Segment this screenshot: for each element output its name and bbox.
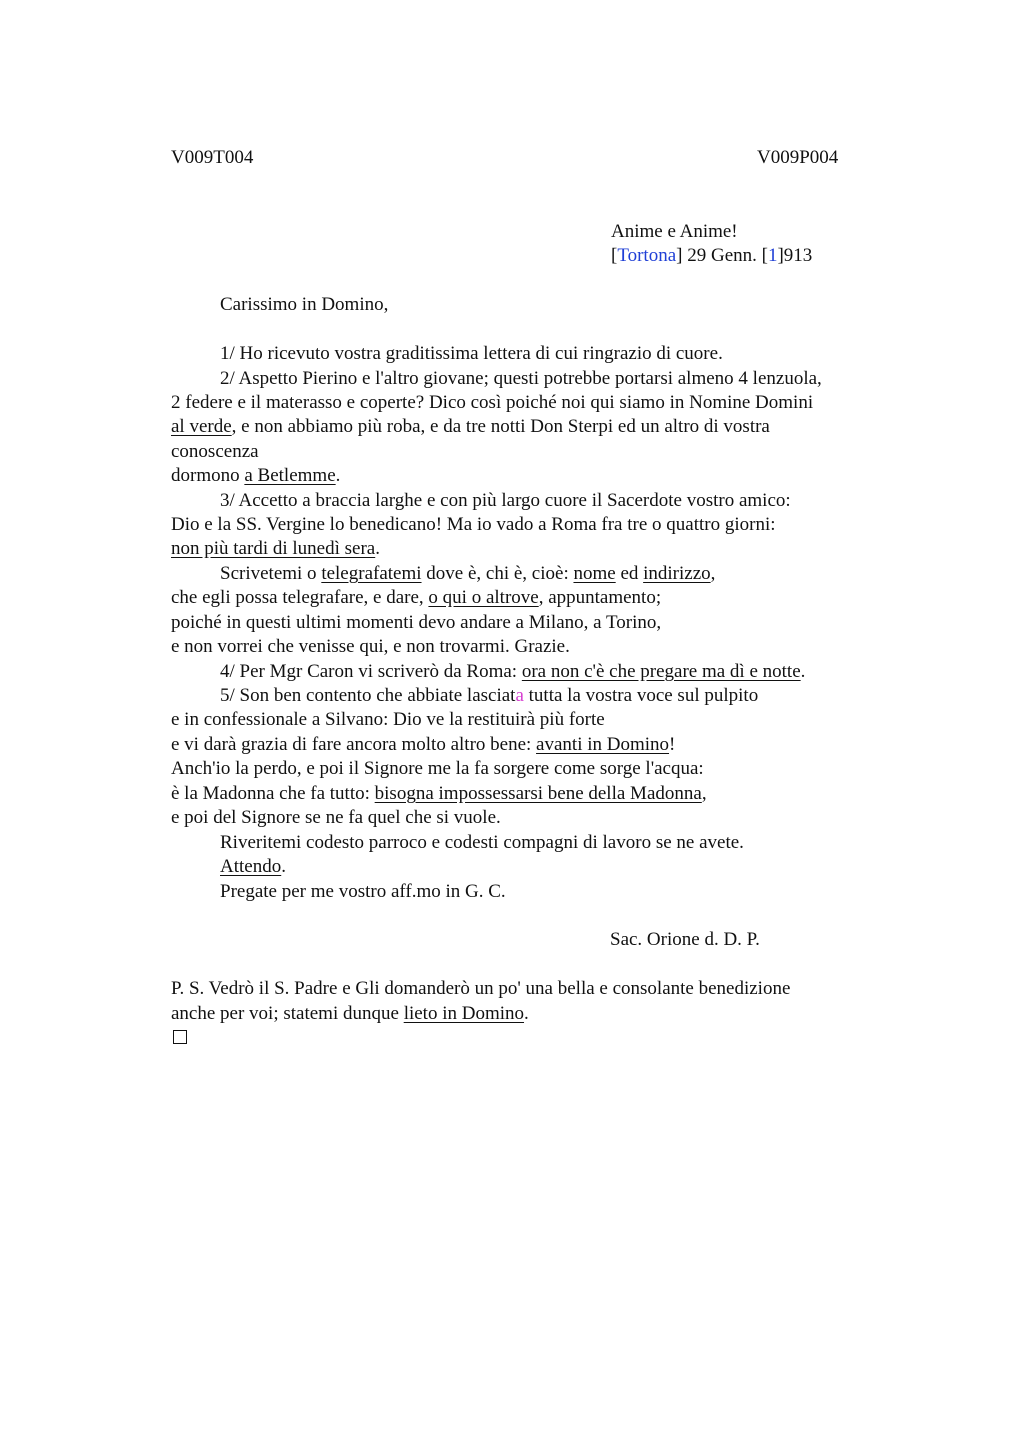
salutation: Carissimo in Domino, (220, 294, 389, 315)
text-run: , e non abbiamo più roba, e da tre notti Don Sterpi ed un altro di vostra (231, 416, 770, 437)
paragraph-6: Riveritemi codesto parroco e codesti compagni di lavoro se ne avete. (220, 832, 744, 853)
letter-date (611, 244, 812, 268)
text-run: ed (615, 563, 644, 584)
underlined-phrase: indirizzo (643, 563, 711, 584)
text-run: , (701, 783, 707, 804)
paragraph-2-line: 2/ Aspetto Pierino e l'altro giovane; questi potrebbe portarsi almeno 4 lenzuola, (220, 368, 822, 389)
correction-letter: a (515, 685, 524, 706)
paragraph-5-line: Anch'io la perdo, e poi il Signore me la fa sorgere come sorge l'acqua: (171, 758, 704, 779)
paragraph-3-line (171, 537, 380, 561)
text-run: anche per voi; statemi dunque (171, 1003, 404, 1024)
text-run: . (800, 661, 806, 682)
paragraph-5-line (171, 733, 675, 757)
paragraph-7 (220, 855, 286, 879)
text-run: 5/ Son ben contento che abbiate lasciat (220, 685, 516, 706)
paragraph-4 (220, 660, 805, 684)
underlined-phrase: lieto in Domino (403, 1003, 525, 1024)
paragraph-3-line: e non vorrei che venisse qui, e non trovarmi. Grazie. (171, 636, 570, 657)
paragraph-3-line: poiché in questi ultimi momenti devo andare a Milano, a Torino, (171, 612, 662, 633)
text-run: 4/ Per Mgr Caron vi scriverò da Roma: (220, 661, 522, 682)
text-run: ! (669, 734, 676, 755)
signature: Sac. Orione d. D. P. (610, 929, 760, 950)
paragraph-2-line (171, 464, 340, 488)
paragraph-2-line (171, 415, 770, 439)
document-code-left: V009T004 (171, 147, 254, 168)
paragraph-5-line (171, 782, 707, 806)
underlined-phrase: a Betlemme (244, 465, 336, 486)
text-run: che egli possa telegrafare, e dare, (171, 587, 429, 608)
letter-motto: Anime e Anime! (611, 221, 738, 242)
paragraph-2-line: conoscenza (171, 441, 259, 462)
text-run: . (281, 856, 286, 877)
postscript-line (171, 1002, 529, 1026)
text-run: è la Madonna che fa tutto: (171, 783, 375, 804)
closing-line: Pregate per me vostro aff.mo in G. C. (220, 881, 506, 902)
paragraph-3-line (171, 586, 661, 610)
paragraph-3-line: 3/ Accetto a braccia larghe e con più largo cuore il Sacerdote vostro amico: (220, 490, 791, 511)
underlined-phrase: bisogna impossessarsi bene della Madonna (374, 783, 702, 804)
text-run: . (335, 465, 341, 486)
date-text: ] 29 Genn. [ (676, 245, 768, 266)
paragraph-5-line (220, 684, 758, 708)
text-run: dove è, chi è, cioè: (421, 563, 574, 584)
text-run: e vi darà grazia di fare ancora molto altro bene: (171, 734, 537, 755)
date-text-end: ]913 (777, 245, 813, 266)
underlined-phrase: al verde (171, 416, 232, 437)
underlined-phrase: nome (573, 563, 616, 584)
paragraph-2-line: 2 federe e il materasso e coperte? Dico così poiché noi qui siamo in Nomine Domini (171, 392, 814, 413)
paragraph-3-line: Dio e la SS. Vergine lo benedicano! Ma io vado a Roma fra tre o quattro giorni: (171, 514, 776, 535)
paragraph-1: 1/ Ho ricevuto vostra graditissima lettera di cui ringrazio di cuore. (220, 343, 723, 364)
text-run: dormono (171, 465, 245, 486)
paragraph-5-line: e poi del Signore se ne fa quel che si vuole. (171, 807, 501, 828)
text-run: . (375, 538, 380, 559)
text-run: Scrivetemi o (220, 563, 322, 584)
postscript-line: P. S. Vedrò il S. Padre e Gli domanderò un po' una bella e consolante benedizione (171, 978, 791, 999)
paragraph-3-line (220, 562, 715, 586)
year-insert: 1 (767, 245, 778, 266)
text-run: . (524, 1003, 529, 1024)
end-box-icon (173, 1030, 187, 1044)
document-code-right: V009P004 (757, 147, 839, 168)
underlined-phrase: o qui o altrove (428, 587, 539, 608)
text-run: , (710, 563, 716, 584)
place-insert: Tortona (617, 245, 677, 266)
bracket: [ (611, 245, 618, 266)
text-run: , appuntamento; (538, 587, 662, 608)
underlined-phrase: ora non c'è che pregare ma dì e notte (521, 661, 801, 682)
paragraph-5-line: e in confessionale a Silvano: Dio ve la restituirà più forte (171, 709, 605, 730)
underlined-phrase: Attendo (220, 856, 282, 877)
text-run: tutta la vostra voce sul pulpito (523, 685, 759, 706)
underlined-phrase: telegrafatemi (321, 563, 422, 584)
underlined-phrase: avanti in Domino (536, 734, 670, 755)
underlined-phrase: non più tardi di lunedì sera (171, 538, 376, 559)
